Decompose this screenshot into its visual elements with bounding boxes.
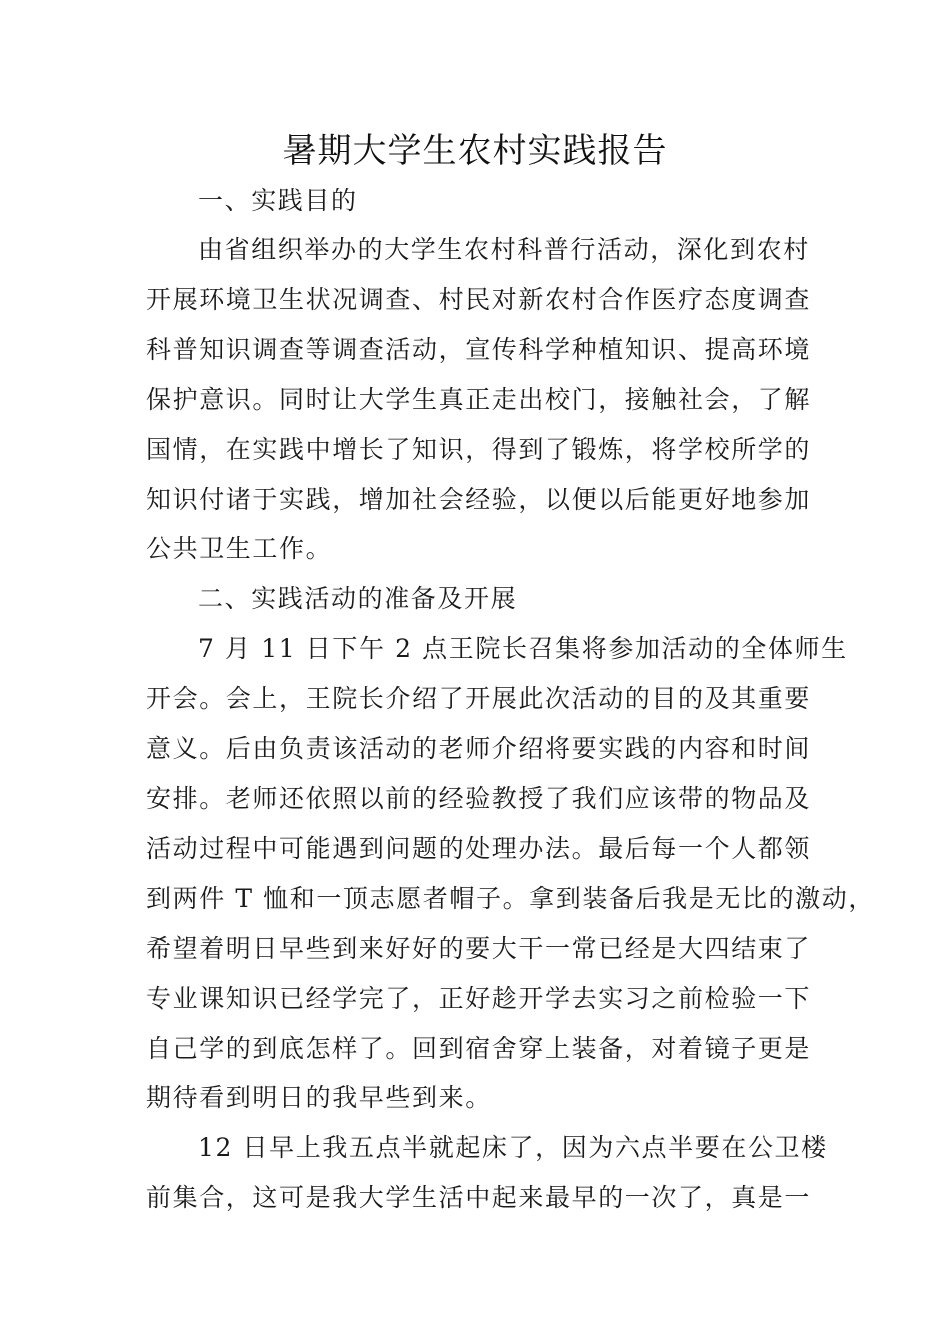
body-line: 前集合，这可是我大学生活中起来最早的一次了，真是一 xyxy=(146,1183,812,1212)
body-line: 开会。会上，王院长介绍了开展此次活动的目的及其重要 xyxy=(146,684,812,713)
document-title: 暑期大学生农村实践报告 xyxy=(282,131,668,171)
body-line: 国情，在实践中增长了知识，得到了锻炼，将学校所学的 xyxy=(146,435,812,464)
body-line: 知识付诸于实践，增加社会经验，以便以后能更好地参加 xyxy=(146,485,812,514)
body-line: 12 日早上我五点半就起床了，因为六点半要在公卫楼 xyxy=(198,1133,828,1162)
body-line: 科普知识调查等调查活动，宣传科学种植知识、提高环境 xyxy=(146,335,812,364)
body-line: 意义。后由负责该活动的老师介绍将要实践的内容和时间 xyxy=(146,734,812,763)
body-line: 专业课知识已经学完了，正好趁开学去实习之前检验一下 xyxy=(146,984,812,1013)
section-heading-purpose: 一、实践目的 xyxy=(198,186,358,215)
body-line: 安排。老师还依照以前的经验教授了我们应该带的物品及 xyxy=(146,784,812,813)
body-line: 期待看到明日的我早些到来。 xyxy=(146,1083,492,1112)
body-line: 希望着明日早些到来好好的要大干一常已经是大四结束了 xyxy=(146,934,812,963)
section-heading-preparation: 二、实践活动的准备及开展 xyxy=(198,584,518,613)
body-line: 公共卫生工作。 xyxy=(146,534,333,563)
body-line: 自己学的到底怎样了。回到宿舍穿上装备，对着镜子更是 xyxy=(146,1034,812,1063)
body-line: 由省组织举办的大学生农村科普行活动，深化到农村 xyxy=(198,235,810,264)
body-line: 7 月 11 日下午 2 点王院长召集将参加活动的全体师生 xyxy=(198,634,848,663)
body-line: 活动过程中可能遇到问题的处理办法。最后每一个人都领 xyxy=(146,834,812,863)
body-line: 保护意识。同时让大学生真正走出校门，接触社会，了解 xyxy=(146,385,812,414)
body-line: 开展环境卫生状况调查、村民对新农村合作医疗态度调查 xyxy=(146,285,812,314)
body-line: 到两件 T 恤和一顶志愿者帽子。拿到装备后我是无比的激动， xyxy=(146,884,875,913)
